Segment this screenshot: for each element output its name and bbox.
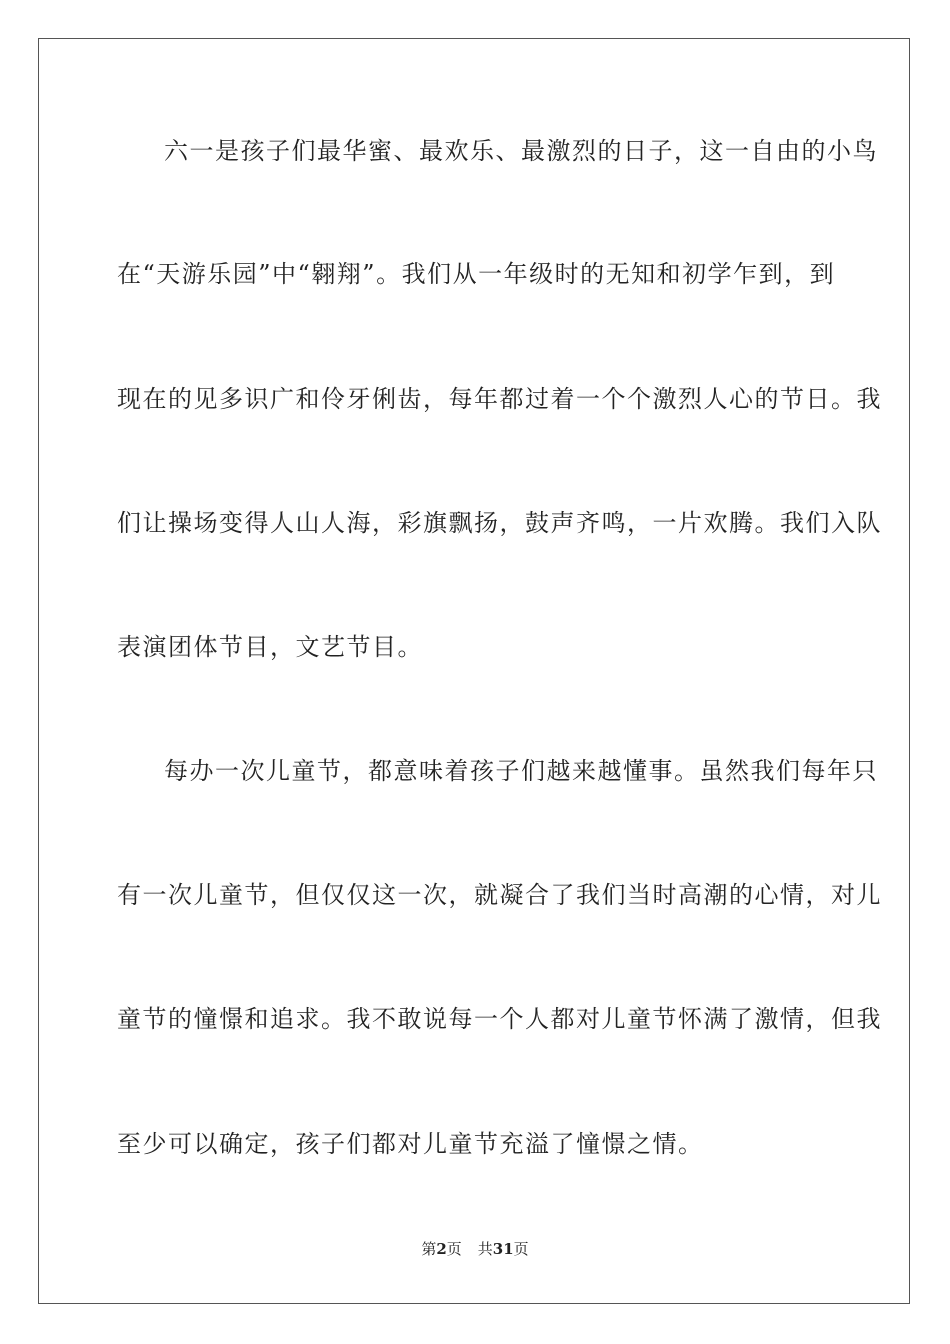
paragraph-line: 六一是孩子们最华蜜、最欢乐、最激烈的日子，这一自由的小鸟 [164, 137, 878, 165]
paragraph-line: 现在的见多识广和伶牙俐齿，每年都过着一个个激烈人心的节日。我 [117, 385, 882, 413]
paragraph-line: 每办一次儿童节，都意味着孩子们越来越懂事。虽然我们每年只 [164, 757, 878, 785]
page-footer [0, 1239, 950, 1259]
paragraph-line: 们让操场变得人山人海，彩旗飘扬，鼓声齐鸣，一片欢腾。我们入队 [117, 509, 882, 537]
total-pages: 31 [492, 1240, 514, 1258]
page-label-suffix: 页 [446, 1240, 462, 1258]
paragraph-line: 表演团体节目，文艺节目。 [117, 633, 423, 661]
page-border [38, 38, 910, 1304]
page-number: 2 [436, 1240, 447, 1258]
total-label-suffix: 页 [513, 1240, 529, 1258]
paragraph-line: 至少可以确定，孩子们都对儿童节充溢了憧憬之情。 [117, 1130, 704, 1158]
page-label-prefix: 第 [421, 1240, 437, 1258]
paragraph-line: 在“天游乐园”中“翱翔”。我们从一年级时的无知和初学乍到，到 [117, 260, 836, 288]
paragraph-line: 童节的憧憬和追求。我不敢说每一个人都对儿童节怀满了激情，但我 [117, 1005, 882, 1033]
total-label-prefix: 共 [477, 1240, 493, 1258]
paragraph-line: 有一次儿童节，但仅仅这一次，就凝合了我们当时高潮的心情，对儿 [117, 881, 882, 909]
